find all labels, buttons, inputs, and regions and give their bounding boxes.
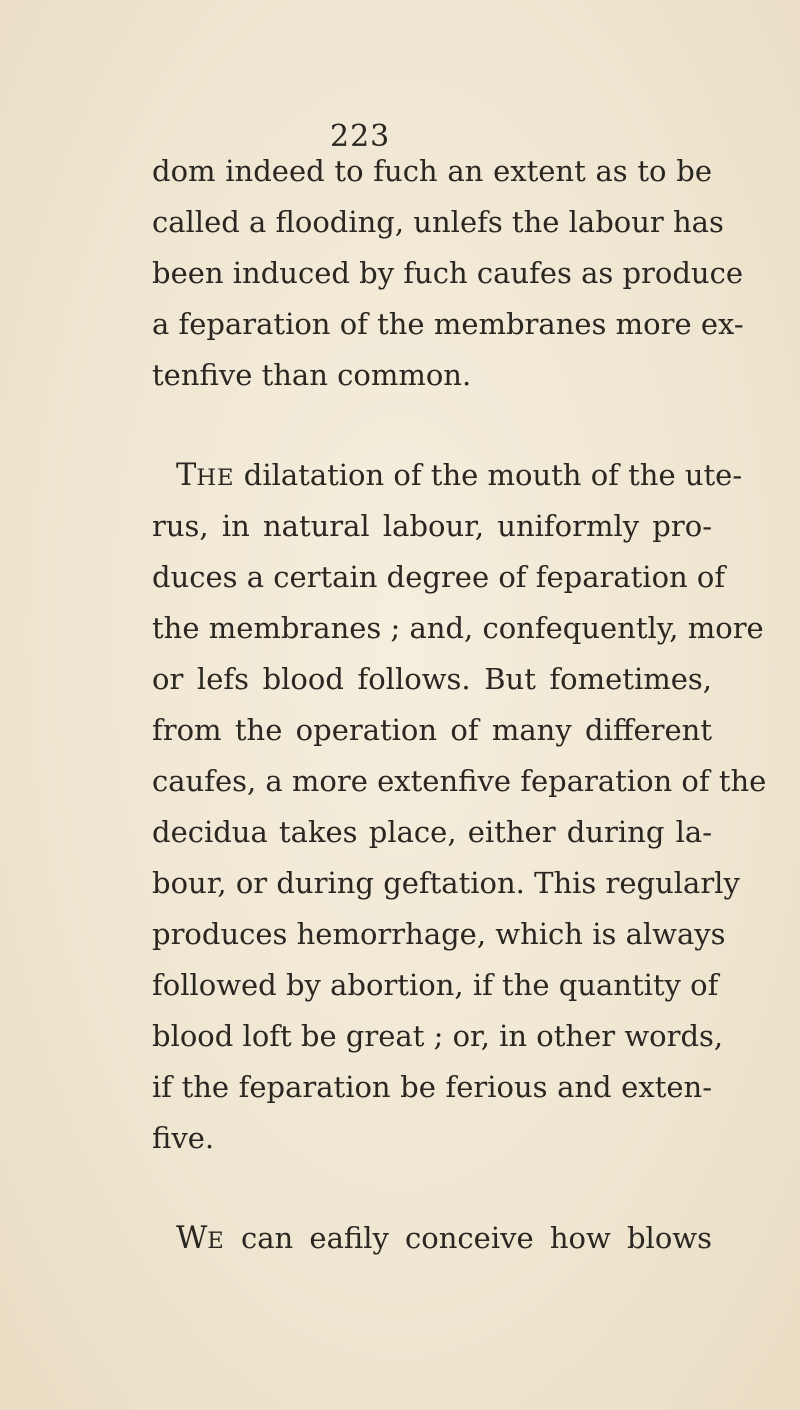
text-line bbox=[152, 1213, 712, 1264]
text-line: tenfive than common. bbox=[152, 358, 472, 392]
lead-capital: T bbox=[176, 458, 197, 493]
small-caps: E bbox=[207, 1228, 225, 1254]
text-line: called a flooding, unlefs the labour has bbox=[152, 205, 724, 239]
text-line: caufes, a more extenfive feparation of the bbox=[152, 764, 767, 798]
page-number: 223 bbox=[330, 119, 391, 154]
text-line: the membranes ; and, confequently, more bbox=[152, 611, 764, 645]
body-text bbox=[152, 146, 767, 1264]
text-line: from the operation of many different bbox=[152, 713, 712, 747]
text-line: followed by abortion, if the quantity of bbox=[152, 968, 719, 1002]
text-line: bour, or during geftation. This regularly bbox=[152, 866, 740, 900]
paragraph-3 bbox=[152, 1213, 712, 1264]
text-line: been induced by fuch caufes as produce bbox=[152, 256, 744, 290]
text-line: if the feparation be ferious and exten- bbox=[152, 1070, 712, 1104]
paragraph-2 bbox=[152, 450, 767, 1164]
paragraph-1 bbox=[152, 146, 744, 401]
lead-capital: W bbox=[176, 1221, 208, 1256]
text-line: blood loft be great ; or, in other words, bbox=[152, 1019, 724, 1053]
text-line: produces hemorrhage, which is always bbox=[152, 917, 726, 951]
text-run: dilatation of the mouth of the ute- bbox=[234, 458, 743, 492]
text-line: rus, in natural labour, uniformly pro- bbox=[152, 509, 712, 543]
text-line: duces a certain degree of feparation of bbox=[152, 560, 726, 594]
small-caps: HE bbox=[196, 465, 235, 491]
text-run: can eafily conceive how blows bbox=[224, 1221, 712, 1255]
text-line: or lefs blood follows. But fometimes, bbox=[152, 662, 712, 696]
text-line: a feparation of the membranes more ex- bbox=[152, 307, 744, 341]
text-line: decidua takes place, either during la- bbox=[152, 815, 712, 849]
text-line: five. bbox=[152, 1121, 215, 1155]
text-line: dom indeed to fuch an extent as to be bbox=[152, 154, 712, 188]
text-line bbox=[152, 450, 743, 501]
